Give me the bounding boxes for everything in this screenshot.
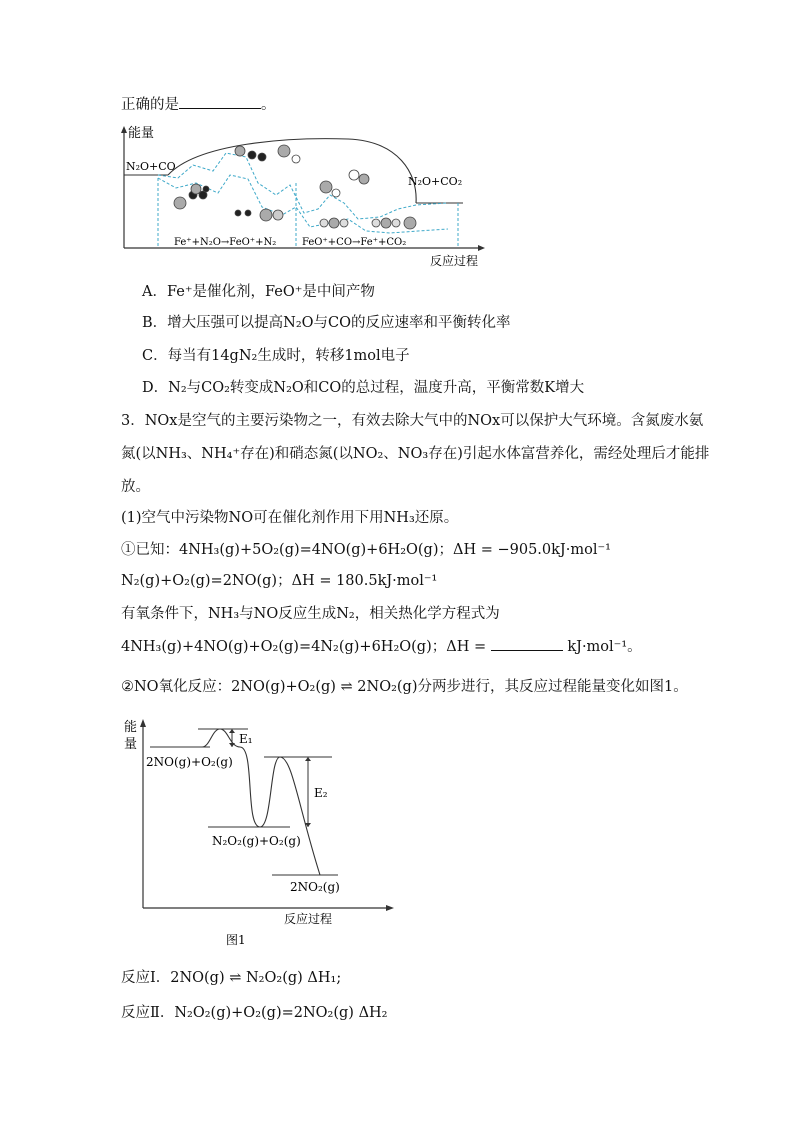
enthalpy-blank[interactable] bbox=[491, 636, 563, 651]
equation-1-text: 4NH₃(g)+5O₂(g)=4NO(g)+6H₂O(g)；ΔH = −905.0kJ·mol⁻¹ bbox=[179, 542, 611, 558]
diagram1-step1: Fe⁺+N₂O→FeO⁺+N₂ bbox=[174, 237, 277, 248]
diagram2-caption: 图1 bbox=[226, 933, 246, 947]
diagram1-y-label: 能量 bbox=[128, 126, 155, 141]
diagram2-level1: 2NO(g)+O₂(g) bbox=[146, 755, 233, 769]
intro-text: 正确的是 bbox=[121, 97, 179, 113]
diagram2-level3: 2NO₂(g) bbox=[290, 880, 340, 894]
diagram1-right-label: N₂O+CO₂ bbox=[408, 175, 463, 188]
option-d[interactable]: D．N₂与CO₂转变成N₂O和CO的总过程，温度升高，平衡常数K增大 bbox=[142, 380, 585, 396]
diagram2-y-label-1: 能 bbox=[124, 720, 138, 735]
energy-diagram-catalysis bbox=[118, 123, 488, 268]
diagram1-x-label: 反应过程 bbox=[430, 254, 479, 268]
diagram2-e1: E₁ bbox=[239, 732, 253, 746]
diagram2-y-label-2: 量 bbox=[124, 737, 138, 752]
diagram1-step2: FeO⁺+CO→Fe⁺+CO₂ bbox=[302, 237, 407, 248]
answer-blank[interactable] bbox=[179, 94, 261, 109]
q3-line1: 3．NOx是空气的主要污染物之一，有效去除大气中的NOx可以保护大气环境。含氮废水氨 bbox=[121, 413, 704, 429]
diagram2-x-label: 反应过程 bbox=[284, 912, 333, 926]
intro-end: 。 bbox=[261, 97, 276, 113]
known-prefix: ①已知： bbox=[121, 542, 179, 558]
option-c[interactable]: C．每当有14gN₂生成时，转移1mol电子 bbox=[142, 348, 410, 364]
diagram1-left-label: N₂O+CO bbox=[126, 160, 176, 173]
energy-diagram-figure1 bbox=[120, 715, 400, 950]
molecule-icons bbox=[174, 145, 416, 229]
q3-equation-1 bbox=[121, 540, 611, 560]
equation-3-text: 4NH₃(g)+4NO(g)+O₂(g)=4N₂(g)+6H₂O(g)；ΔH = bbox=[121, 639, 487, 655]
q3-line2: 氮(以NH₃、NH₄⁺存在)和硝态氮(以NO₂、NO₃存在)引起水体富营养化，需经处理后才能排 bbox=[121, 446, 710, 462]
option-b[interactable]: B．增大压强可以提高N₂O与CO的反应速率和平衡转化率 bbox=[142, 315, 511, 331]
q3-equation-3 bbox=[121, 636, 642, 657]
q3-part2: ②NO氧化反应：2NO(g)+O₂(g) ⇌ 2NO₂(g)分两步进行，其反应过程能量变化如图1。 bbox=[121, 679, 688, 695]
reaction-2: 反应Ⅱ．N₂O₂(g)+O₂(g)=2NO₂(g) ΔH₂ bbox=[121, 1005, 388, 1021]
q3-part1: (1)空气中污染物NO可在催化剂作用下用NH₃还原。 bbox=[121, 510, 459, 526]
q3-equation-2: N₂(g)+O₂(g)=2NO(g)；ΔH = 180.5kJ·mol⁻¹ bbox=[121, 573, 438, 589]
diagram2-level2: N₂O₂(g)+O₂(g) bbox=[212, 834, 301, 848]
q3-condition: 有氧条件下，NH₃与NO反应生成N₂，相关热化学方程式为 bbox=[121, 606, 500, 622]
diagram2-e2: E₂ bbox=[314, 786, 328, 800]
option-a[interactable]: A．Fe⁺是催化剂，FeO⁺是中间产物 bbox=[142, 284, 375, 300]
reaction-1: 反应Ⅰ．2NO(g) ⇌ N₂O₂(g) ΔH₁; bbox=[121, 970, 342, 986]
question-intro bbox=[121, 94, 276, 115]
equation-3-unit: kJ·mol⁻¹。 bbox=[567, 639, 642, 655]
q3-line3: 放。 bbox=[121, 479, 150, 495]
